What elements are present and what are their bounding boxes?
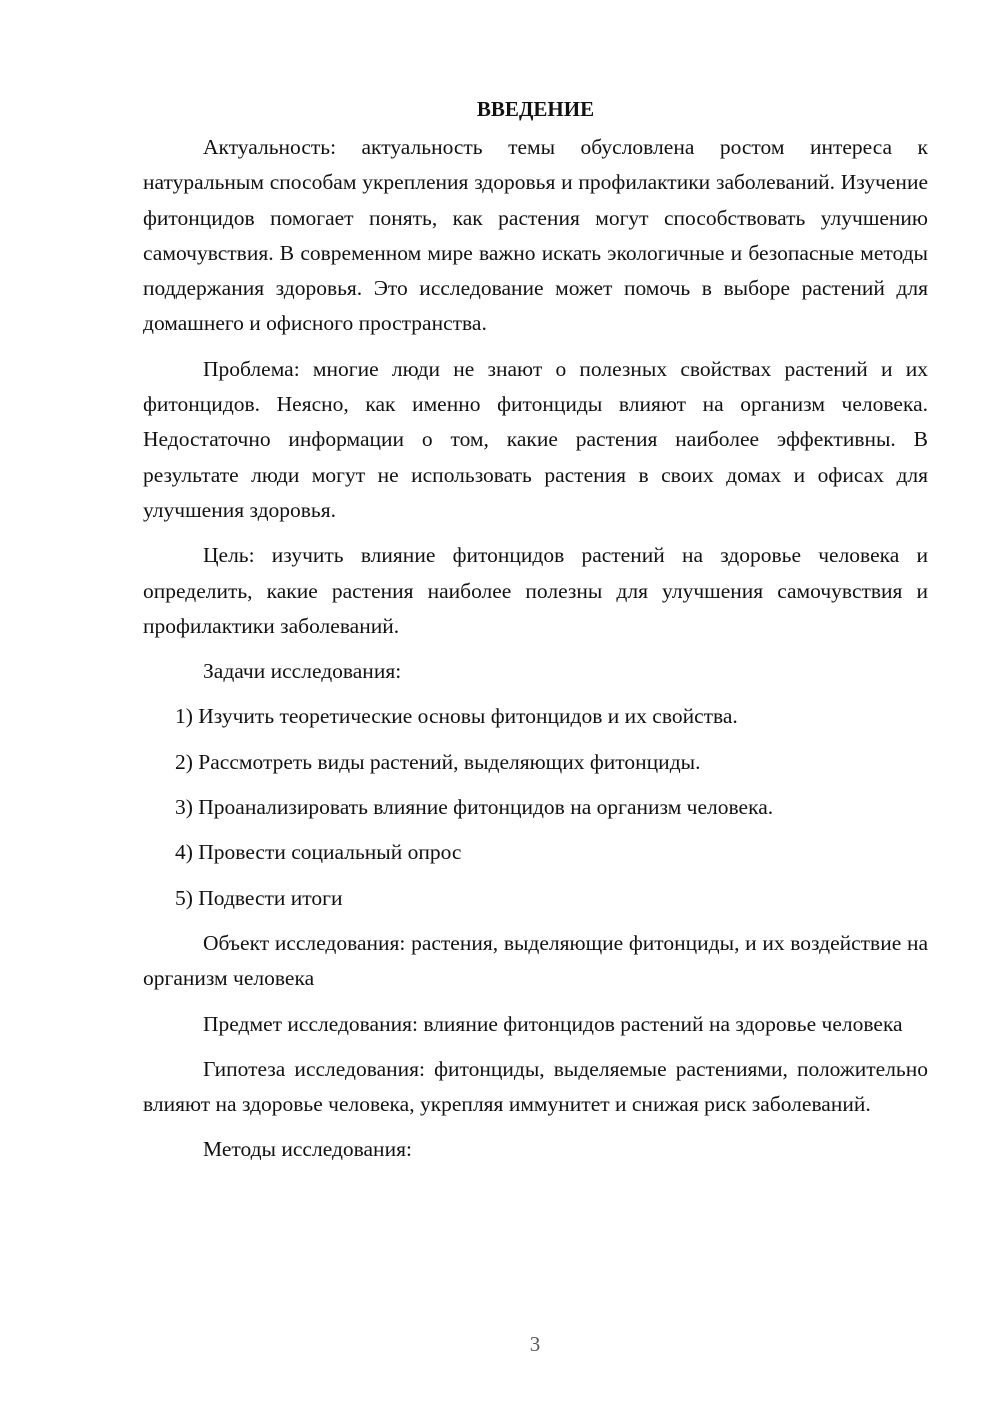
paragraph-methods: Методы исследования: — [203, 1137, 412, 1162]
page-content — [143, 94, 928, 1178]
list-item: 1) Изучить теоретические основы фитонцидов и их свойства. — [175, 704, 738, 729]
list-item: 2) Рассмотреть виды растений, выделяющих фитонциды. — [175, 749, 701, 774]
list-item: 4) Провести социальный опрос — [175, 840, 462, 865]
paragraph-problem: Проблема: многие люди не знают о полезных свойствах растений и их фитонцидов. Неясно, как именно фитонциды влияют на организм человека. Недостаточно информации о том, какие растения наиболее эффективны. В результате люди могут не использовать растения в своих домах и офисах для улучшения здоровья. — [143, 356, 928, 522]
paragraph-subject: Предмет исследования: влияние фитонцидов растений на здоровье человека — [203, 1011, 903, 1036]
paragraph-object: Объект исследования: растения, выделяющие фитонциды, и их воздействие на организм человека — [143, 930, 928, 991]
paragraph-goal: Цель: изучить влияние фитонцидов растений на здоровье человека и определить, какие растения наиболее полезны для улучшения самочувствия и профилактики заболеваний. — [143, 543, 928, 638]
list-item: 5) Подвести итоги — [175, 885, 343, 910]
page-title: ВВЕДЕНИЕ — [476, 97, 595, 121]
tasks-title: Задачи исследования: — [203, 659, 402, 684]
list-item: 3) Проанализировать влияние фитонцидов на организм человека. — [175, 795, 774, 820]
paragraph-relevance: Актуальность: актуальность темы обусловлена ростом интереса к натуральным способам укрепления здоровья и профилактики заболеваний. Изучение фитонцидов помогает понять, как растения могут способствовать улучшению самочувствия. В современном мире важно искать экологичные и безопасные методы поддержания здоровья. Это исследование может помочь в выборе растений для домашнего и офисного пространства. — [143, 135, 928, 336]
tasks-list — [143, 699, 928, 915]
page-number: 3 — [529, 1332, 541, 1356]
paragraph-hypothesis: Гипотеза исследования: фитонциды, выделяемые растениями, положительно влияют на здоровье человека, укрепляя иммунитет и снижая риск заболеваний. — [143, 1056, 928, 1117]
